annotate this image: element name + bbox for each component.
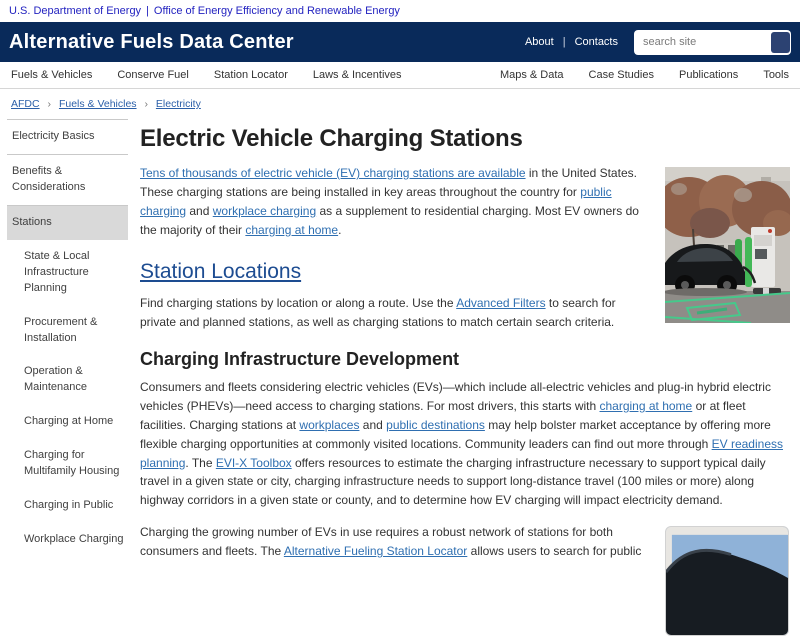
search-submit-button[interactable] bbox=[771, 32, 790, 53]
sidebar-item-charging-at-home[interactable]: Charging at Home bbox=[24, 415, 114, 428]
breadcrumb bbox=[0, 89, 800, 117]
nav-tools[interactable]: Tools bbox=[763, 69, 789, 81]
inline-link[interactable]: workplace charging bbox=[212, 203, 317, 218]
sidebar-item-charging-multifamily-housing[interactable]: Charging for Multifamily Housing bbox=[24, 449, 120, 478]
breadcrumb-separator: › bbox=[47, 98, 52, 110]
nav-station-locator[interactable]: Station Locator bbox=[213, 69, 288, 81]
breadcrumb-fuels-vehicles[interactable]: Fuels & Vehicles bbox=[58, 98, 137, 110]
main-content bbox=[128, 117, 800, 636]
text-segment: to search for private and planned stations, as well as charging stations to match certain search criteria. bbox=[140, 295, 616, 329]
text-segment: offers resources to estimate the charging infrastructure necessary to support typical daily travel in a given state or city, charging infrastructure needs to support long-distance travel (100 miles or more) along highway corridors in a given state or county, and to determine how EV charging will impact electricity demand. bbox=[140, 455, 766, 508]
site-title: Alternative Fuels Data Center bbox=[9, 30, 294, 53]
text-segment: Consumers and fleets considering electric vehicles (EVs)—which include all-electric vehicles and plug-in hybrid electric vehicles (PHEVs)—need access to charging stations. For most drivers, this starts with bbox=[140, 379, 771, 413]
ev-charging-station-photo-art bbox=[665, 167, 790, 323]
primary-nav-right bbox=[500, 69, 789, 81]
text-segment: Find charging stations by location or along a route. Use the bbox=[140, 295, 457, 310]
text-segment: may help bolster market acceptance by offering more flexible charging opportunities at commonly visited locations. Community leaders can find out more through bbox=[140, 417, 771, 451]
text-segment: or at fleet facilities. Charging stations at bbox=[140, 398, 746, 432]
inline-link[interactable]: EV readiness planning bbox=[140, 436, 783, 470]
nav-maps-data[interactable]: Maps & Data bbox=[499, 69, 564, 81]
text-segment: and bbox=[359, 417, 387, 432]
header-utility-nav bbox=[525, 30, 791, 55]
inline-link[interactable]: EVI-X Toolbox bbox=[215, 455, 292, 470]
station-locator-photo bbox=[665, 526, 789, 636]
sidebar-item-benefits-considerations[interactable]: Benefits & Considerations bbox=[7, 154, 128, 205]
sidebar-item-procurement-installation[interactable]: Procurement & Installation bbox=[24, 315, 98, 344]
text-segment: Charging the growing number of EVs in use requires a robust network of stations for both consumers and fleets. The bbox=[140, 525, 613, 559]
doe-banner bbox=[0, 0, 800, 22]
sidebar-item-stations[interactable]: Stations bbox=[7, 205, 128, 240]
primary-nav-left bbox=[11, 69, 402, 81]
eere-office-link[interactable]: Office of Energy Efficiency and Renewable Energy bbox=[153, 5, 400, 17]
text-segment: . The bbox=[185, 455, 216, 470]
nav-fuels-vehicles[interactable]: Fuels & Vehicles bbox=[11, 69, 93, 81]
text-segment: and bbox=[186, 203, 213, 218]
banner-divider: | bbox=[146, 5, 149, 17]
nav-publications[interactable]: Publications bbox=[678, 69, 739, 81]
breadcrumb-electricity[interactable]: Electricity bbox=[155, 98, 201, 110]
inline-link[interactable]: charging at home bbox=[245, 222, 339, 237]
sidebar-item-workplace-charging[interactable]: Workplace Charging bbox=[24, 533, 124, 546]
site-search bbox=[634, 30, 791, 55]
section-sidebar bbox=[0, 119, 128, 557]
sidebar-item-state-local-infrastructure-planning[interactable]: State & Local Infrastructure Planning bbox=[24, 249, 90, 294]
text-segment: in the United States. These charging stations are being installed in key areas throughout the country for bbox=[140, 166, 637, 199]
doe-agency-link[interactable]: U.S. Department of Energy bbox=[9, 5, 142, 17]
inline-link[interactable]: Alternative Fueling Station Locator bbox=[283, 544, 468, 559]
inline-link[interactable]: Tens of thousands of electric vehicle (EV) charging stations are available bbox=[140, 166, 526, 180]
about-link[interactable]: About bbox=[524, 36, 554, 48]
text-segment: as a supplement to residential charging. Most EV owners do the majority of their bbox=[140, 203, 639, 237]
inline-link[interactable]: charging at home bbox=[599, 398, 693, 413]
utility-divider: | bbox=[562, 36, 566, 48]
infrastructure-paragraph bbox=[140, 378, 790, 511]
inline-link[interactable]: public charging bbox=[140, 184, 612, 218]
page-title: Electric Vehicle Charging Stations bbox=[140, 125, 523, 152]
breadcrumb-afdc[interactable]: AFDC bbox=[11, 98, 40, 110]
infrastructure-heading: Charging Infrastructure Development bbox=[140, 348, 460, 369]
inline-link[interactable]: Advanced Filters bbox=[456, 295, 546, 310]
text-segment: . bbox=[338, 222, 342, 237]
ev-charging-station-photo bbox=[665, 167, 790, 323]
contacts-link[interactable]: Contacts bbox=[574, 36, 618, 48]
search-input[interactable] bbox=[635, 32, 771, 53]
nav-case-studies[interactable]: Case Studies bbox=[588, 69, 654, 81]
sidebar-item-operation-maintenance[interactable]: Operation & Maintenance bbox=[24, 365, 87, 394]
nav-laws-incentives[interactable]: Laws & Incentives bbox=[312, 69, 402, 81]
sidebar-item-electricity-basics[interactable]: Electricity Basics bbox=[7, 119, 128, 154]
site-header bbox=[0, 22, 800, 62]
sidebar-item-charging-in-public[interactable]: Charging in Public bbox=[24, 499, 114, 512]
text-segment: allows users to search for public bbox=[467, 544, 642, 559]
inline-link[interactable]: public destinations bbox=[386, 417, 485, 432]
station-locations-link[interactable]: Station Locations bbox=[140, 259, 302, 283]
inline-link[interactable]: workplaces bbox=[299, 417, 360, 432]
primary-nav bbox=[0, 62, 800, 89]
nav-conserve-fuel[interactable]: Conserve Fuel bbox=[117, 69, 189, 81]
station-locator-photo-art bbox=[666, 527, 788, 635]
breadcrumb-separator: › bbox=[144, 98, 148, 110]
